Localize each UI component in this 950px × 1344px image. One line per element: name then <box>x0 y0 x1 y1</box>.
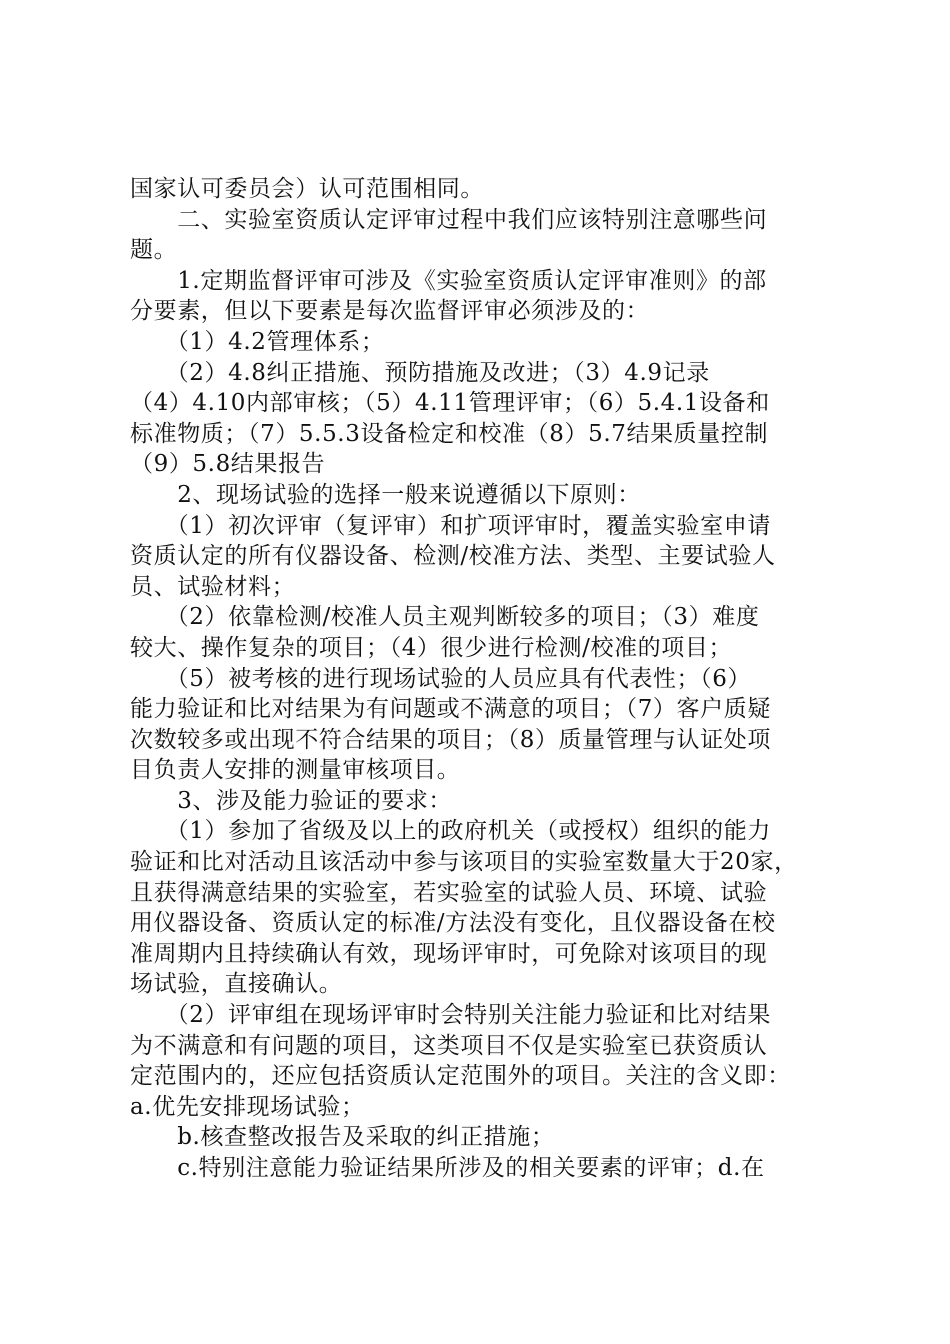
text-line: 且获得满意结果的实验室，若实验室的试验人员、环境、试验 <box>130 879 768 906</box>
text-line: 标准物质；（7）5.5.3设备检定和校准（8）5.7结果质量控制 <box>130 420 769 447</box>
text-line: （1）参加了省级及以上的政府机关（或授权）组织的能力 <box>130 818 771 845</box>
text-line: （2）评审组在现场评审时会特别关注能力验证和比对结果 <box>130 1002 771 1029</box>
text-line: b.核查整改报告及采取的纠正措施； <box>130 1124 555 1151</box>
text-line: 员、试验材料； <box>130 573 296 600</box>
text-line: 题。 <box>130 237 178 264</box>
text-line: a.优先安排现场试验； <box>130 1093 365 1120</box>
text-line: （9）5.8结果报告 <box>130 451 326 478</box>
text-line: 为不满意和有问题的项目，这类项目不仅是实验室已获资质认 <box>130 1032 768 1059</box>
document-body <box>130 174 830 1184</box>
text-line: （1）初次评审（复评审）和扩项评审时，覆盖实验室申请 <box>130 512 771 539</box>
text-line: 1.定期监督评审可涉及《实验室资质认定评审准则》的部 <box>130 267 767 294</box>
text-line: 二、实验室资质认定评审过程中我们应该特别注意哪些问 <box>130 206 768 233</box>
text-line: （2）4.8纠正措施、预防措施及改进；（3）4.9记录 <box>130 359 710 386</box>
text-line: 目负责人安排的测量审核项目。 <box>130 757 461 784</box>
text-line: 场试验，直接确认。 <box>130 971 343 998</box>
text-line: 2、现场试验的选择一般来说遵循以下原则： <box>130 481 641 508</box>
text-line: 分要素，但以下要素是每次监督评审必须涉及的： <box>130 298 650 325</box>
text-line: 3、涉及能力验证的要求： <box>130 787 453 814</box>
text-line: c.特别注意能力验证结果所涉及的相关要素的评审；d.在 <box>130 1155 765 1181</box>
text-line: （4）4.10内部审核；（5）4.11管理评审；（6）5.4.1设备和 <box>130 390 770 417</box>
text-line: 验证和比对活动且该活动中参与该项目的实验室数量大于20家， <box>130 849 798 876</box>
text-line: 国家认可委员会）认可范围相同。 <box>130 176 484 202</box>
text-line: 资质认定的所有仪器设备、检测/校准方法、类型、主要试验人 <box>130 543 776 570</box>
text-line: （2）依靠检测/校准人员主观判断较多的项目；（3）难度 <box>130 604 760 631</box>
text-line: 用仪器设备、资质认定的标准/方法没有变化，且仪器设备在校 <box>130 910 776 937</box>
text-line: （5）被考核的进行现场试验的人员应具有代表性；（6） <box>130 665 752 692</box>
text-line: 能力验证和比对结果为有问题或不满意的项目；（7）客户质疑 <box>130 696 771 723</box>
text-line: 次数较多或出现不符合结果的项目；（8）质量管理与认证处项 <box>130 726 771 753</box>
text-line: 准周期内且持续确认有效，现场评审时，可免除对该项目的现 <box>130 940 768 967</box>
text-line: 较大、操作复杂的项目；（4）很少进行检测/校准的项目； <box>130 634 733 661</box>
text-line: （1）4.2管理体系； <box>130 328 385 355</box>
text-line: 定范围内的，还应包括资质认定范围外的项目。关注的含义即： <box>130 1063 791 1090</box>
